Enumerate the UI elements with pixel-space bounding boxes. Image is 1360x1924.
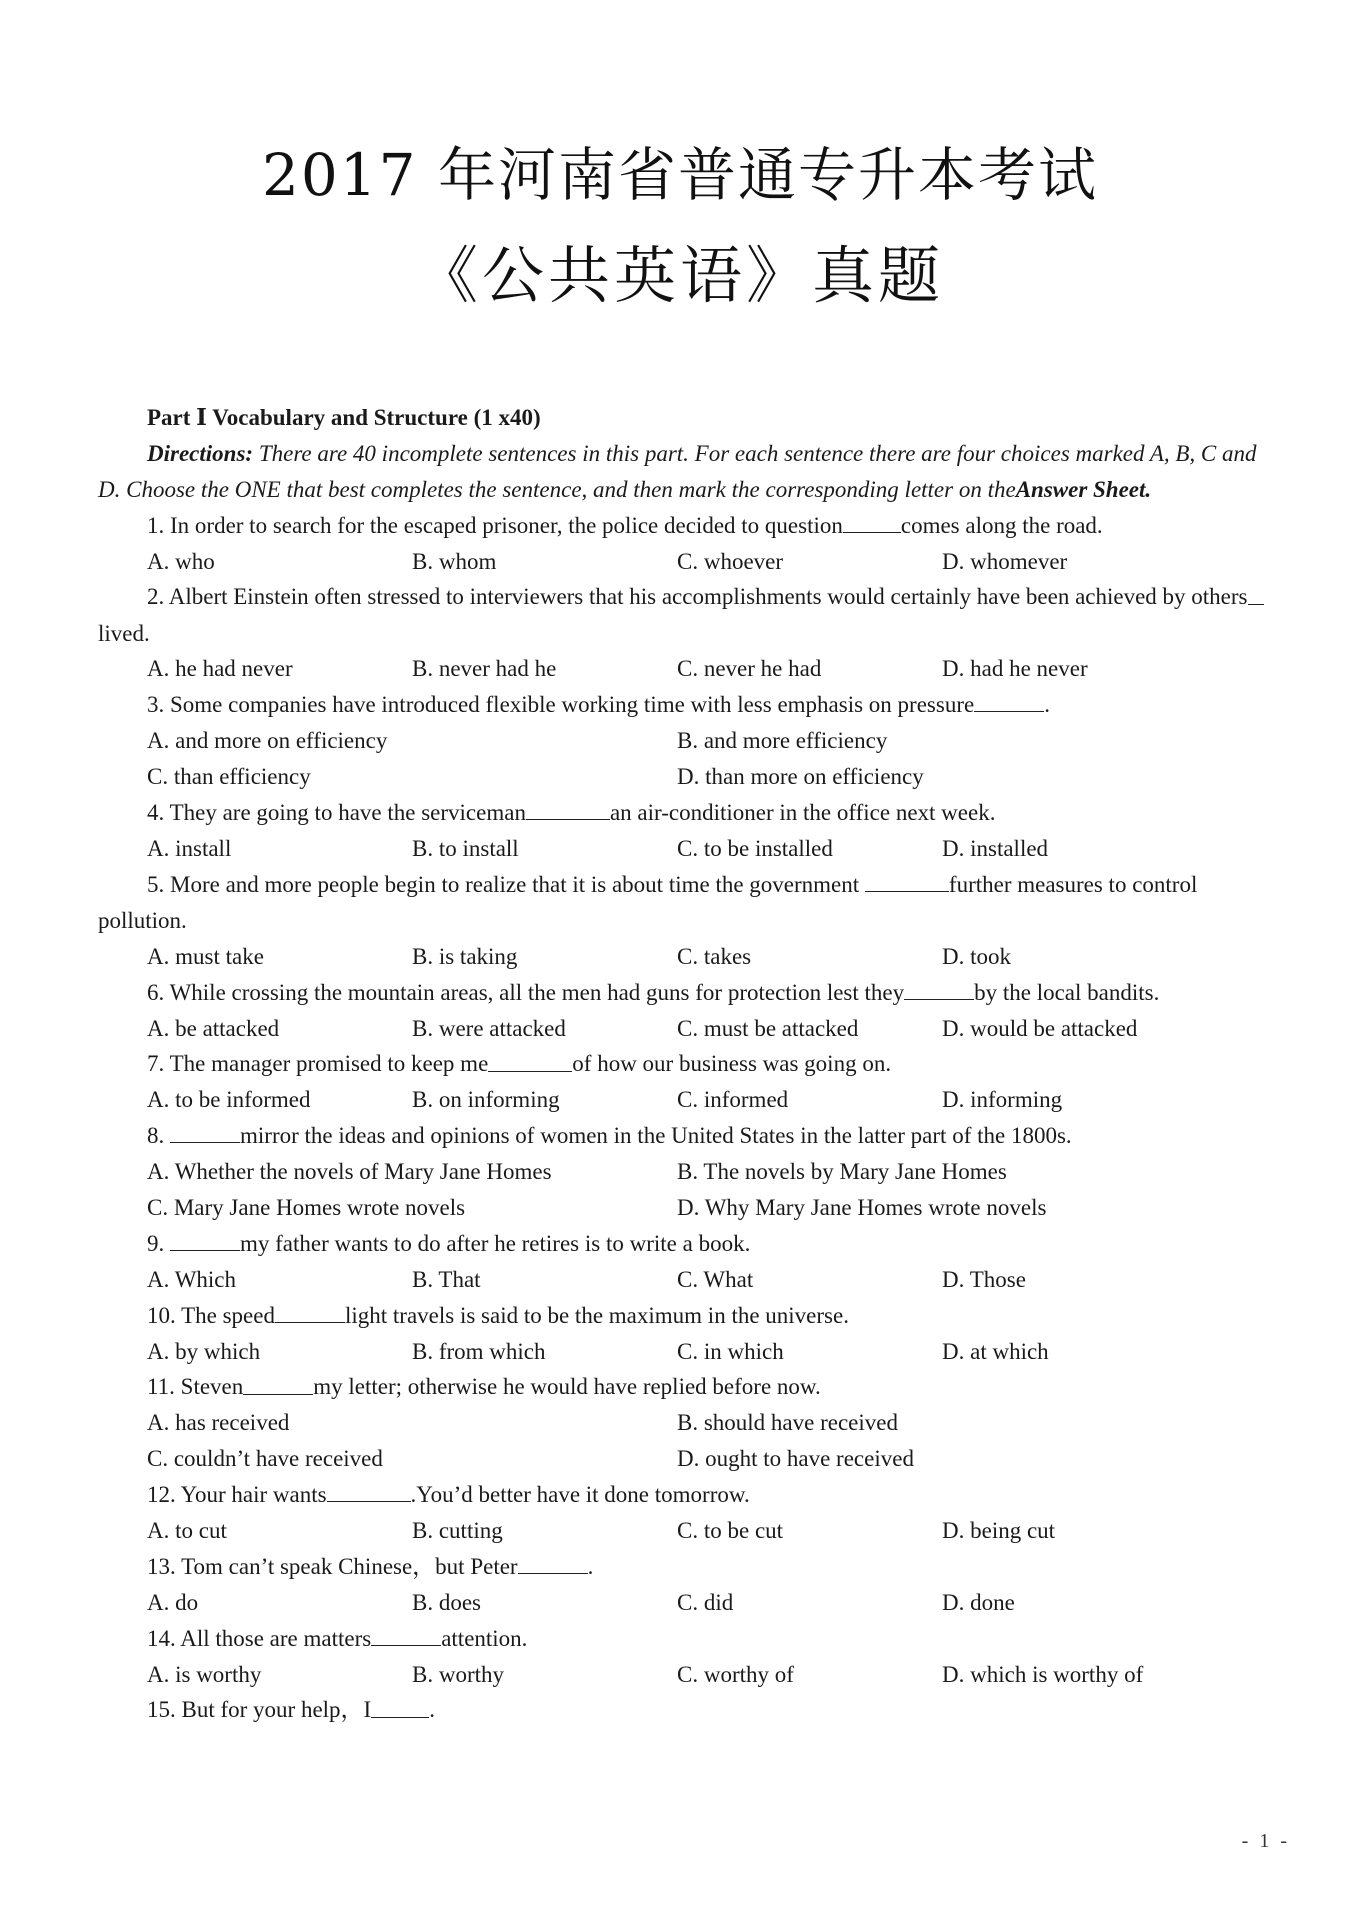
question-text: light travels is said to be the maximum in the universe. xyxy=(344,1302,849,1328)
exam-content xyxy=(98,400,1278,1728)
option-b: B. on informing xyxy=(412,1087,560,1113)
option-a: A. must take xyxy=(147,943,264,969)
option-b: B. cutting xyxy=(412,1517,503,1543)
option-d: D. which is worthy of xyxy=(942,1661,1144,1687)
option-a: A. to cut xyxy=(147,1517,227,1543)
question-text: . xyxy=(587,1554,594,1580)
option-c: C. to be cut xyxy=(677,1517,784,1543)
option-c: C. Mary Jane Homes wrote novels xyxy=(147,1194,466,1220)
option-a: A. Whether the novels of Mary Jane Homes xyxy=(147,1159,552,1185)
option-a: A. do xyxy=(147,1589,199,1615)
answer-blank xyxy=(243,1369,313,1394)
question-10 xyxy=(98,1298,1278,1334)
option-a: A. is worthy xyxy=(147,1661,262,1687)
question-text: lived. xyxy=(98,620,150,646)
question-12 xyxy=(98,1477,1278,1513)
answer-blank xyxy=(371,1621,441,1646)
question-text: . xyxy=(429,1697,435,1723)
question-6 xyxy=(98,975,1278,1011)
option-b: B. were attacked xyxy=(412,1015,566,1041)
question-text: 9. xyxy=(147,1231,170,1256)
question-text: 15. But for your help，I xyxy=(147,1697,372,1723)
option-d: D. at which xyxy=(942,1338,1049,1364)
question-11 xyxy=(98,1369,1278,1405)
answer-blank xyxy=(1248,579,1264,604)
option-c: C. takes xyxy=(677,943,752,969)
option-a: A. by which xyxy=(147,1338,261,1364)
question-13-options xyxy=(98,1585,1278,1621)
page-number: - 1 - xyxy=(1241,1830,1290,1852)
option-b: B. and more efficiency xyxy=(677,728,888,754)
option-a: A. be attacked xyxy=(147,1015,280,1041)
option-a: A. and more on efficiency xyxy=(147,728,388,754)
question-text: of how our business was going on. xyxy=(572,1051,892,1077)
question-text: 14. All those are matters xyxy=(147,1625,372,1651)
question-2-options xyxy=(98,651,1278,687)
question-14-options xyxy=(98,1657,1278,1693)
option-a: A. has received xyxy=(147,1410,290,1436)
option-b: B. does xyxy=(412,1589,481,1615)
question-12-options xyxy=(98,1513,1278,1549)
question-text: my father wants to do after he retires is to write a book. xyxy=(240,1231,751,1256)
option-b: B. to install xyxy=(412,835,519,861)
option-a: A. who xyxy=(147,548,215,574)
question-text: 3. Some companies have introduced flexible working time with less emphasis on pressure xyxy=(147,692,975,718)
exam-subtitle: 《公共英语》真题 xyxy=(415,239,944,312)
answer-blank xyxy=(518,1549,588,1574)
option-b: B. That xyxy=(412,1266,481,1292)
question-3-options-row1 xyxy=(98,723,1278,759)
question-7-options xyxy=(98,1082,1278,1118)
question-text: comes along the road. xyxy=(900,512,1103,538)
option-c: C. whoever xyxy=(677,548,784,574)
option-d: D. Those xyxy=(942,1266,1026,1292)
question-text: 11. Steven xyxy=(147,1374,244,1400)
answer-sheet-label: Answer Sheet. xyxy=(1015,476,1152,502)
question-text: 7. The manager promised to keep me xyxy=(147,1051,489,1077)
question-5 xyxy=(98,867,1278,939)
question-4 xyxy=(98,795,1278,831)
option-c: C. to be installed xyxy=(677,835,833,861)
question-text: further measures to control pollution. xyxy=(98,871,1198,933)
answer-blank xyxy=(865,867,949,892)
question-5-options xyxy=(98,939,1278,975)
option-c: C. must be attacked xyxy=(677,1015,859,1041)
option-b: B. worthy xyxy=(412,1661,504,1687)
question-text: by the local bandits. xyxy=(974,979,1160,1005)
option-d: D. had he never xyxy=(942,656,1088,682)
option-b: B. is taking xyxy=(412,943,518,969)
question-text: 4. They are going to have the serviceman xyxy=(147,800,526,826)
question-text: .You’d better have it done tomorrow. xyxy=(410,1482,750,1508)
option-c: C. never he had xyxy=(677,656,822,682)
option-d: D. being cut xyxy=(942,1517,1056,1543)
question-text: an air-conditioner in the office next week. xyxy=(609,800,996,826)
directions-text: There are 40 incomplete sentences in this part. For each sentence there are four choices marked A, B, C and D. Choose the ONE that best completes the sentence, and then mark the corresponding letter on the xyxy=(98,440,1257,502)
question-3-options-row2 xyxy=(98,759,1278,795)
option-d: D. informing xyxy=(942,1087,1063,1113)
question-6-options xyxy=(98,1011,1278,1047)
question-11-options-row2 xyxy=(98,1441,1278,1477)
option-c: C. worthy of xyxy=(677,1661,794,1687)
directions xyxy=(98,436,1278,508)
option-b: B. never had he xyxy=(412,656,557,682)
option-a: A. Which xyxy=(147,1266,237,1292)
question-13 xyxy=(98,1549,1278,1585)
answer-blank xyxy=(974,687,1044,712)
question-text: 5. More and more people begin to realize that it is about time the government xyxy=(147,871,865,897)
option-c: C. than efficiency xyxy=(147,764,311,790)
option-a: A. he had never xyxy=(147,656,293,682)
option-c: C. couldn’t have received xyxy=(147,1446,383,1472)
question-text: my letter; otherwise he would have replied before now. xyxy=(313,1374,821,1400)
option-b: B. whom xyxy=(412,548,497,574)
question-8 xyxy=(98,1118,1278,1154)
answer-blank xyxy=(904,975,974,1000)
option-d: D. would be attacked xyxy=(942,1015,1138,1041)
option-d: D. than more on efficiency xyxy=(677,764,924,790)
question-text: attention. xyxy=(441,1625,528,1651)
question-text: 1. In order to search for the escaped prisoner, the police decided to question xyxy=(147,512,843,538)
question-3 xyxy=(98,687,1278,723)
answer-blank xyxy=(170,1226,240,1251)
part-heading: Part Ⅰ Vocabulary and Structure (1 x40) xyxy=(147,405,541,430)
question-text: mirror the ideas and opinions of women in the United States in the latter part of the 1800s. xyxy=(240,1123,1072,1149)
option-a: A. to be informed xyxy=(147,1087,311,1113)
answer-blank xyxy=(526,795,610,820)
option-b: B. The novels by Mary Jane Homes xyxy=(677,1159,1007,1185)
option-b: B. from which xyxy=(412,1338,546,1364)
question-14 xyxy=(98,1621,1278,1657)
option-c: C. did xyxy=(677,1589,734,1615)
question-1-options xyxy=(98,544,1278,580)
question-10-options xyxy=(98,1334,1278,1370)
option-b: B. should have received xyxy=(677,1410,898,1436)
option-c: C. informed xyxy=(677,1087,789,1113)
question-4-options xyxy=(98,831,1278,867)
answer-blank xyxy=(327,1477,411,1502)
option-d: D. whomever xyxy=(942,548,1068,574)
question-8-options-row2 xyxy=(98,1190,1278,1226)
answer-blank xyxy=(170,1118,240,1143)
directions-label: Directions: xyxy=(147,440,254,466)
option-a: A. install xyxy=(147,835,232,861)
question-8-options-row1 xyxy=(98,1154,1278,1190)
question-text: 12. Your hair wants xyxy=(147,1482,327,1508)
question-7 xyxy=(98,1046,1278,1082)
answer-blank xyxy=(488,1046,572,1071)
option-d: D. ought to have received xyxy=(677,1446,914,1472)
question-text: 13. Tom can’t speak Chinese，but Peter xyxy=(147,1554,518,1580)
option-d: D. done xyxy=(942,1589,1015,1615)
option-c: C. What xyxy=(677,1266,754,1292)
question-2 xyxy=(98,579,1278,651)
question-text: 2. Albert Einstein often stressed to interviewers that his accomplishments would certainly have been achieved by others xyxy=(147,584,1248,610)
question-11-options-row1 xyxy=(98,1405,1278,1441)
answer-blank xyxy=(371,1692,429,1717)
question-text: . xyxy=(1044,692,1050,718)
answer-blank xyxy=(843,508,901,533)
question-text: 8. xyxy=(147,1123,170,1149)
answer-blank xyxy=(275,1298,345,1323)
option-c: C. in which xyxy=(677,1338,784,1364)
question-text: 6. While crossing the mountain areas, all the men had guns for protection lest they xyxy=(147,979,905,1005)
question-text: 10. The speed xyxy=(147,1302,275,1328)
question-9 xyxy=(98,1226,1278,1262)
exam-title: 2017 年河南省普通专升本考试 xyxy=(261,141,1099,209)
question-15 xyxy=(98,1692,1278,1728)
option-d: D. Why Mary Jane Homes wrote novels xyxy=(677,1194,1047,1220)
option-d: D. took xyxy=(942,943,1011,969)
question-9-options xyxy=(98,1262,1278,1298)
question-1 xyxy=(98,508,1278,544)
option-d: D. installed xyxy=(942,835,1049,861)
